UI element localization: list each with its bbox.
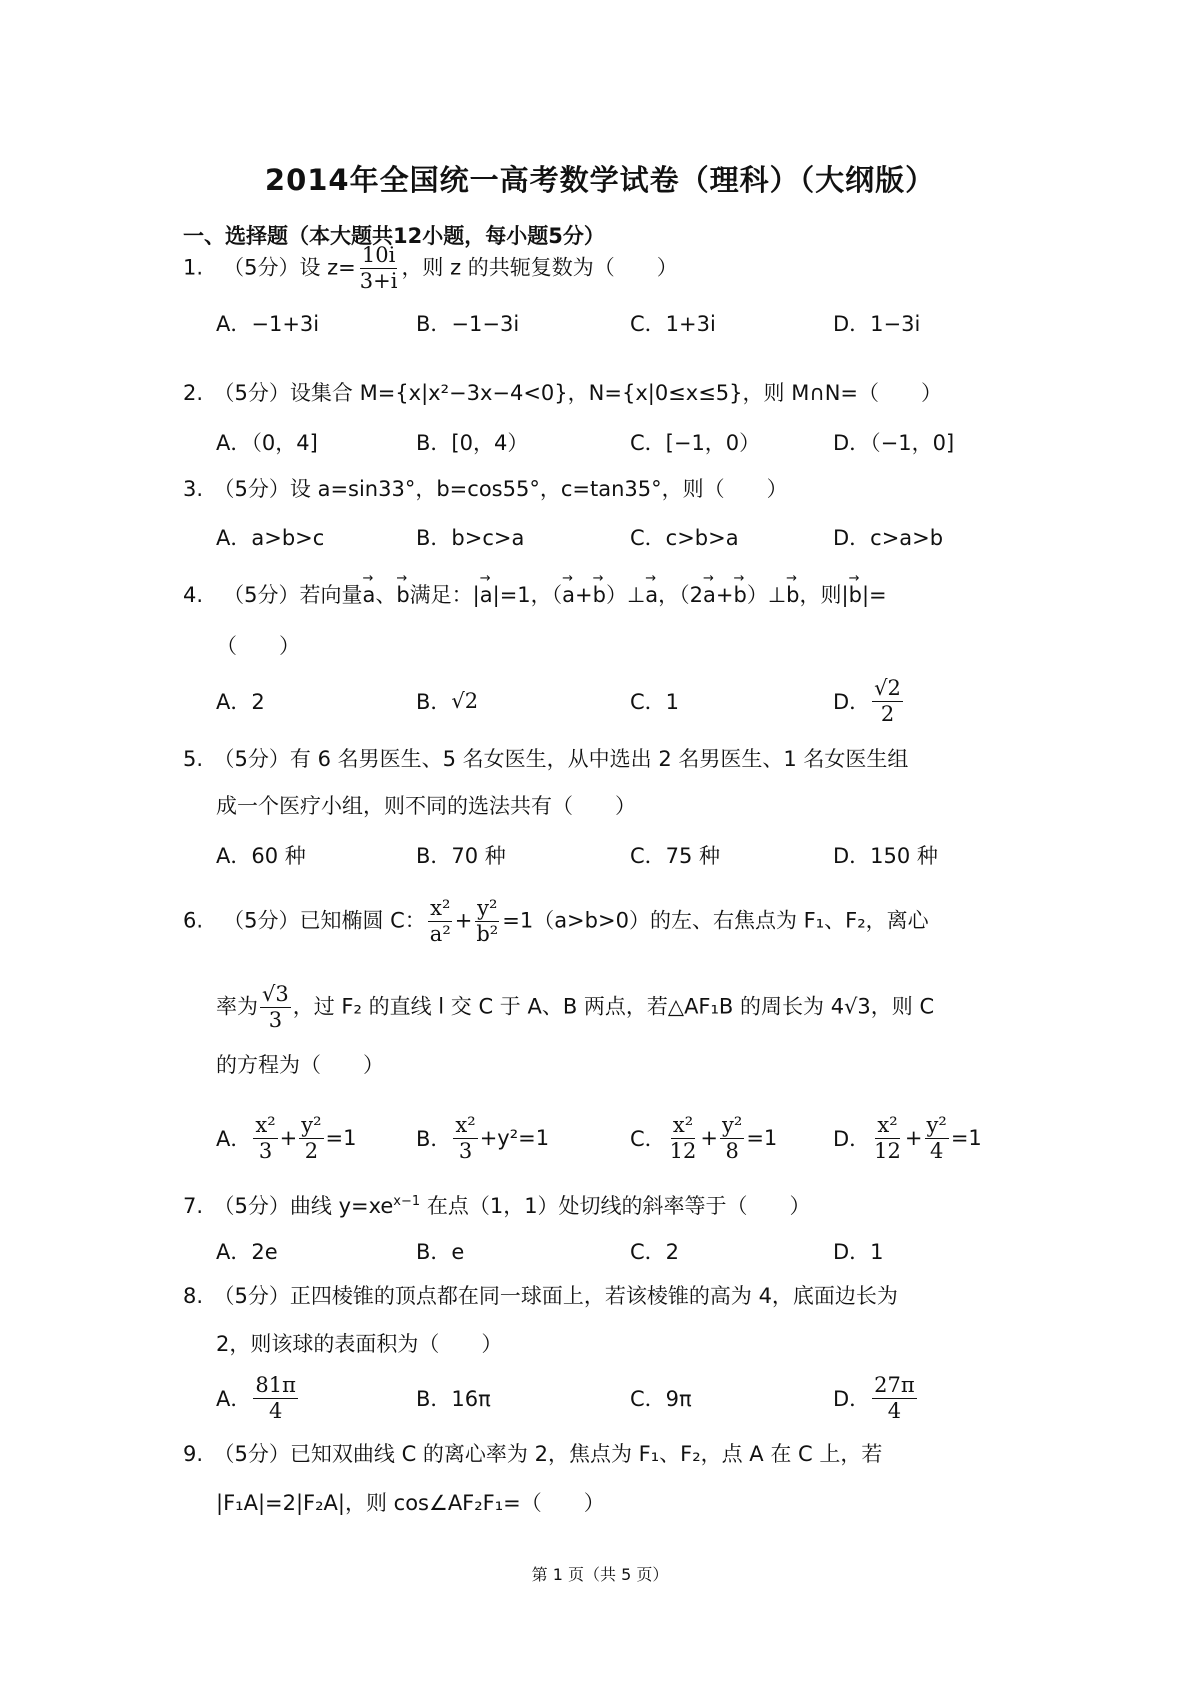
frac-den: a² <box>429 922 451 946</box>
q6-score: （5分） <box>223 908 300 933</box>
q1-option-c: C．1+3i <box>630 312 716 336</box>
frac-num: y² <box>301 1112 322 1137</box>
option-label: D． <box>833 1387 871 1411</box>
q4-option-d-label: D． <box>833 690 871 714</box>
frac-num: x² <box>877 1112 898 1137</box>
option-label: D． <box>833 1127 871 1151</box>
vector-a: → a <box>703 576 716 610</box>
frac-den: 3 <box>258 1138 273 1163</box>
question-6-line-2 <box>216 984 934 1031</box>
frac <box>720 1112 744 1163</box>
q6-options <box>216 1105 1016 1171</box>
q6-text-4: ，过 F₂ 的直线 l 交 C 于 A、B 两点，若△AF₁B 的周长为 4√3，则 C <box>292 994 935 1019</box>
q6-text-2: =1（a>b>0）的左、右焦点为 F₁、F₂，离心 <box>502 908 929 933</box>
vector-b: → b <box>593 576 606 610</box>
q7-options <box>216 1226 1016 1276</box>
q4-paren: （ ） <box>216 634 300 658</box>
q2-option-b: B．[0，4） <box>416 431 529 455</box>
option-label: A． <box>216 1127 252 1151</box>
q1-text-post: ，则 z 的共轭复数为（ ） <box>401 255 678 280</box>
q3-option-a: A．a>b>c <box>216 526 325 550</box>
question-4 <box>183 576 887 610</box>
question-2: 2. （5分）设集合 M={x|x²−3x−4<0}，N={x|0≤x≤5}，则 M∩N=（ ） <box>183 381 942 405</box>
q8-option-a <box>216 1373 300 1423</box>
q7-exponent: x−1 <box>393 1194 421 1209</box>
q2-option-c: C．[−1，0） <box>630 431 761 455</box>
q1-option-a: A．−1+3i <box>216 312 320 336</box>
q8-option-c: C．9π <box>630 1387 692 1411</box>
frac-den: 2 <box>880 701 895 726</box>
q6-text-1: 已知椭圆 C： <box>299 908 426 933</box>
q7-option-c: C．2 <box>630 1240 680 1264</box>
q4-option-d <box>833 676 905 726</box>
question-3: 3. （5分）设 a=sin33°，b=cos55°，c=tan35°，则（ ） <box>183 477 788 501</box>
frac-den: 12 <box>874 1138 901 1163</box>
question-7 <box>183 1187 811 1221</box>
frac-num: x² <box>672 1112 694 1137</box>
frac-den: 4 <box>268 1398 283 1423</box>
question-5-line-2: 成一个医疗小组，则不同的选法共有（ ） <box>216 794 636 818</box>
question-5: 5. （5分）有 6 名男医生、5 名女医生，从中选出 2 名男医生、1 名女医生组 <box>183 747 909 771</box>
q4-score: （5分） <box>223 583 300 607</box>
q4-text-5: ，（2 <box>658 583 704 607</box>
question-9: 9. （5分）已知双曲线 C 的离心率为 2，焦点为 F₁、F₂，点 A 在 C 上，若 <box>183 1442 883 1466</box>
question-8: 8. （5分）正四棱锥的顶点都在同一球面上，若该棱锥的高为 4，底面边长为 <box>183 1284 898 1308</box>
q6-fraction-y <box>474 898 500 945</box>
frac-num: y² <box>926 1112 947 1137</box>
q4-option-a: A．2 <box>216 690 265 714</box>
option-label: A． <box>216 1387 252 1411</box>
frac-num: y² <box>477 896 498 920</box>
vector-a: → a <box>562 576 575 610</box>
frac-num: 27π <box>874 1372 915 1397</box>
q8-option-d <box>833 1373 919 1423</box>
equals-one: =1 <box>325 1126 357 1150</box>
q5-option-d: D．150 种 <box>833 844 938 868</box>
frac <box>299 1112 323 1163</box>
q4-options <box>216 676 1016 726</box>
frac-den: 8 <box>725 1138 739 1163</box>
q5-option-a: A．60 种 <box>216 844 306 868</box>
q4-text-4: ）⊥ <box>606 583 646 607</box>
q1-number: 1. <box>183 255 204 280</box>
q1-text-pre: 设 z= <box>299 255 356 280</box>
equals-one: =1 <box>746 1126 778 1150</box>
plus-sign: + <box>575 583 593 607</box>
option-label: C． <box>630 1127 666 1151</box>
q1-frac-num: 10i <box>361 243 396 267</box>
q8-option-b: B．16π <box>416 1387 491 1411</box>
q4-text-1: 若向量 <box>299 583 363 607</box>
q6-option-c: C． $\frac{\text{x²}}{12}$ + $\frac{\text{y²}}{8}$ =1 <box>630 1112 778 1163</box>
plus-sign: + <box>715 583 734 607</box>
q3-option-c: C．c>b>a <box>630 526 739 550</box>
frac-num: 81π <box>255 1372 296 1397</box>
q4-text-6: ）⊥ <box>746 583 787 607</box>
q6-fraction-x <box>428 898 453 945</box>
frac-num: √3 <box>262 982 289 1006</box>
q4-text-2: 满足：| <box>409 583 480 607</box>
question-6: 6. （5分）已知椭圆 C： $\frac{\text{x²}}{\text{a²}}$ + $\frac{\text{y²}}{\text{b²}}$ =1（a>b>0）的左、右焦点为 F₁、F₂，离心 <box>183 896 929 946</box>
q4-number: 4. <box>183 583 204 607</box>
frac-den: 12 <box>669 1138 697 1163</box>
q8-options <box>216 1373 1016 1423</box>
vector-b: → b <box>734 576 747 610</box>
q4-text-3: |=1，（ <box>492 583 563 607</box>
page-title: 2014年全国统一高考数学试卷（理科）（大纲版） <box>264 163 936 197</box>
frac-den: b² <box>476 922 499 946</box>
q2-options <box>216 417 1016 467</box>
q1-options <box>216 298 1016 348</box>
q1-option-d: D．1−3i <box>833 312 921 336</box>
q7-text-post: 在点（1，1）处切线的斜率等于（ ） <box>420 1194 811 1218</box>
q1-option-b: B．−1−3i <box>416 312 520 336</box>
frac-num: x² <box>430 896 451 920</box>
frac-den: 4 <box>929 1138 944 1163</box>
frac <box>872 1372 917 1423</box>
vector-b: → b <box>396 576 409 610</box>
q6-text-3: 率为 <box>216 994 258 1019</box>
q4-option-b-math: √2 <box>451 689 479 713</box>
q2-option-a: A．（0，4] <box>216 431 318 455</box>
frac-num: x² <box>255 1112 276 1137</box>
q4-sep: 、 <box>375 583 397 607</box>
q6-option-a: A． $\frac{\text{x²}}{3}$ + $\frac{\text{y²}}{2}$ =1 <box>216 1112 357 1163</box>
q7-option-d: D．1 <box>833 1240 884 1264</box>
vector-a: → a <box>480 576 493 610</box>
frac <box>925 1112 949 1163</box>
frac <box>253 1372 298 1423</box>
vector-b: → b <box>849 576 862 610</box>
equals-one: =1 <box>950 1126 982 1150</box>
frac <box>872 1112 903 1163</box>
q3-option-d: D．c>a>b <box>833 526 944 550</box>
question-8-line-2: 2，则该球的表面积为（ ） <box>216 1332 503 1356</box>
q4-option-b-label: B． <box>416 690 452 714</box>
q5-option-b: B．70 种 <box>416 844 506 868</box>
frac-num: y² <box>722 1112 743 1137</box>
q7-option-b: B．e <box>416 1240 465 1264</box>
frac-den: 3 <box>458 1138 473 1163</box>
q6-eccentricity-fraction <box>260 984 291 1031</box>
frac-num: x² <box>455 1112 476 1137</box>
q3-options <box>216 512 1016 562</box>
q3-option-b: B．b>c>a <box>416 526 525 550</box>
question-9-line-2: |F₁A|=2|F₂A|，则 cos∠AF₂F₁=（ ） <box>216 1491 605 1515</box>
q7-text-pre: 7. （5分）曲线 y=xe <box>183 1194 394 1218</box>
q4-option-d-fraction <box>872 675 903 726</box>
q5-option-c: C．75 种 <box>630 844 721 868</box>
q4-text-7: ，则| <box>799 583 849 607</box>
q2-option-d: D．（−1，0] <box>833 431 955 455</box>
option-label: B． <box>416 1127 452 1151</box>
q6-number: 6. <box>183 908 204 933</box>
vector-a: → a <box>362 576 375 610</box>
q4-text-8: |= <box>861 583 887 607</box>
question-6-line-3: 的方程为（ ） <box>216 1053 384 1077</box>
frac <box>453 1112 477 1163</box>
q6-option-d: D． $\frac{\text{x²}}{12}$ + $\frac{\text{y²}}{4}$ =1 <box>833 1112 982 1163</box>
question-1 <box>183 245 678 292</box>
q4-option-b <box>416 676 478 726</box>
frac-num: √2 <box>874 675 901 700</box>
frac-den: 3 <box>268 1008 283 1032</box>
q1-score: （5分） <box>223 255 300 280</box>
q5-options <box>216 830 1016 880</box>
page-footer: 第 1 页（共 5 页） <box>531 1565 669 1584</box>
q1-fraction <box>358 245 400 292</box>
frac-den: 2 <box>304 1138 319 1163</box>
frac <box>253 1112 277 1163</box>
frac-den: 4 <box>887 1398 902 1423</box>
option-tail: +y²=1 <box>479 1126 550 1150</box>
q6-option-b <box>416 1105 549 1171</box>
vector-b: → b <box>786 576 799 610</box>
q1-frac-den: 3+i <box>359 269 398 293</box>
vector-a: → a <box>645 576 658 610</box>
section-heading: 一、选择题（本大题共12小题，每小题5分） <box>183 224 605 248</box>
frac <box>668 1112 699 1163</box>
q4-option-c: C．1 <box>630 690 680 714</box>
q7-option-a: A．2e <box>216 1240 278 1264</box>
